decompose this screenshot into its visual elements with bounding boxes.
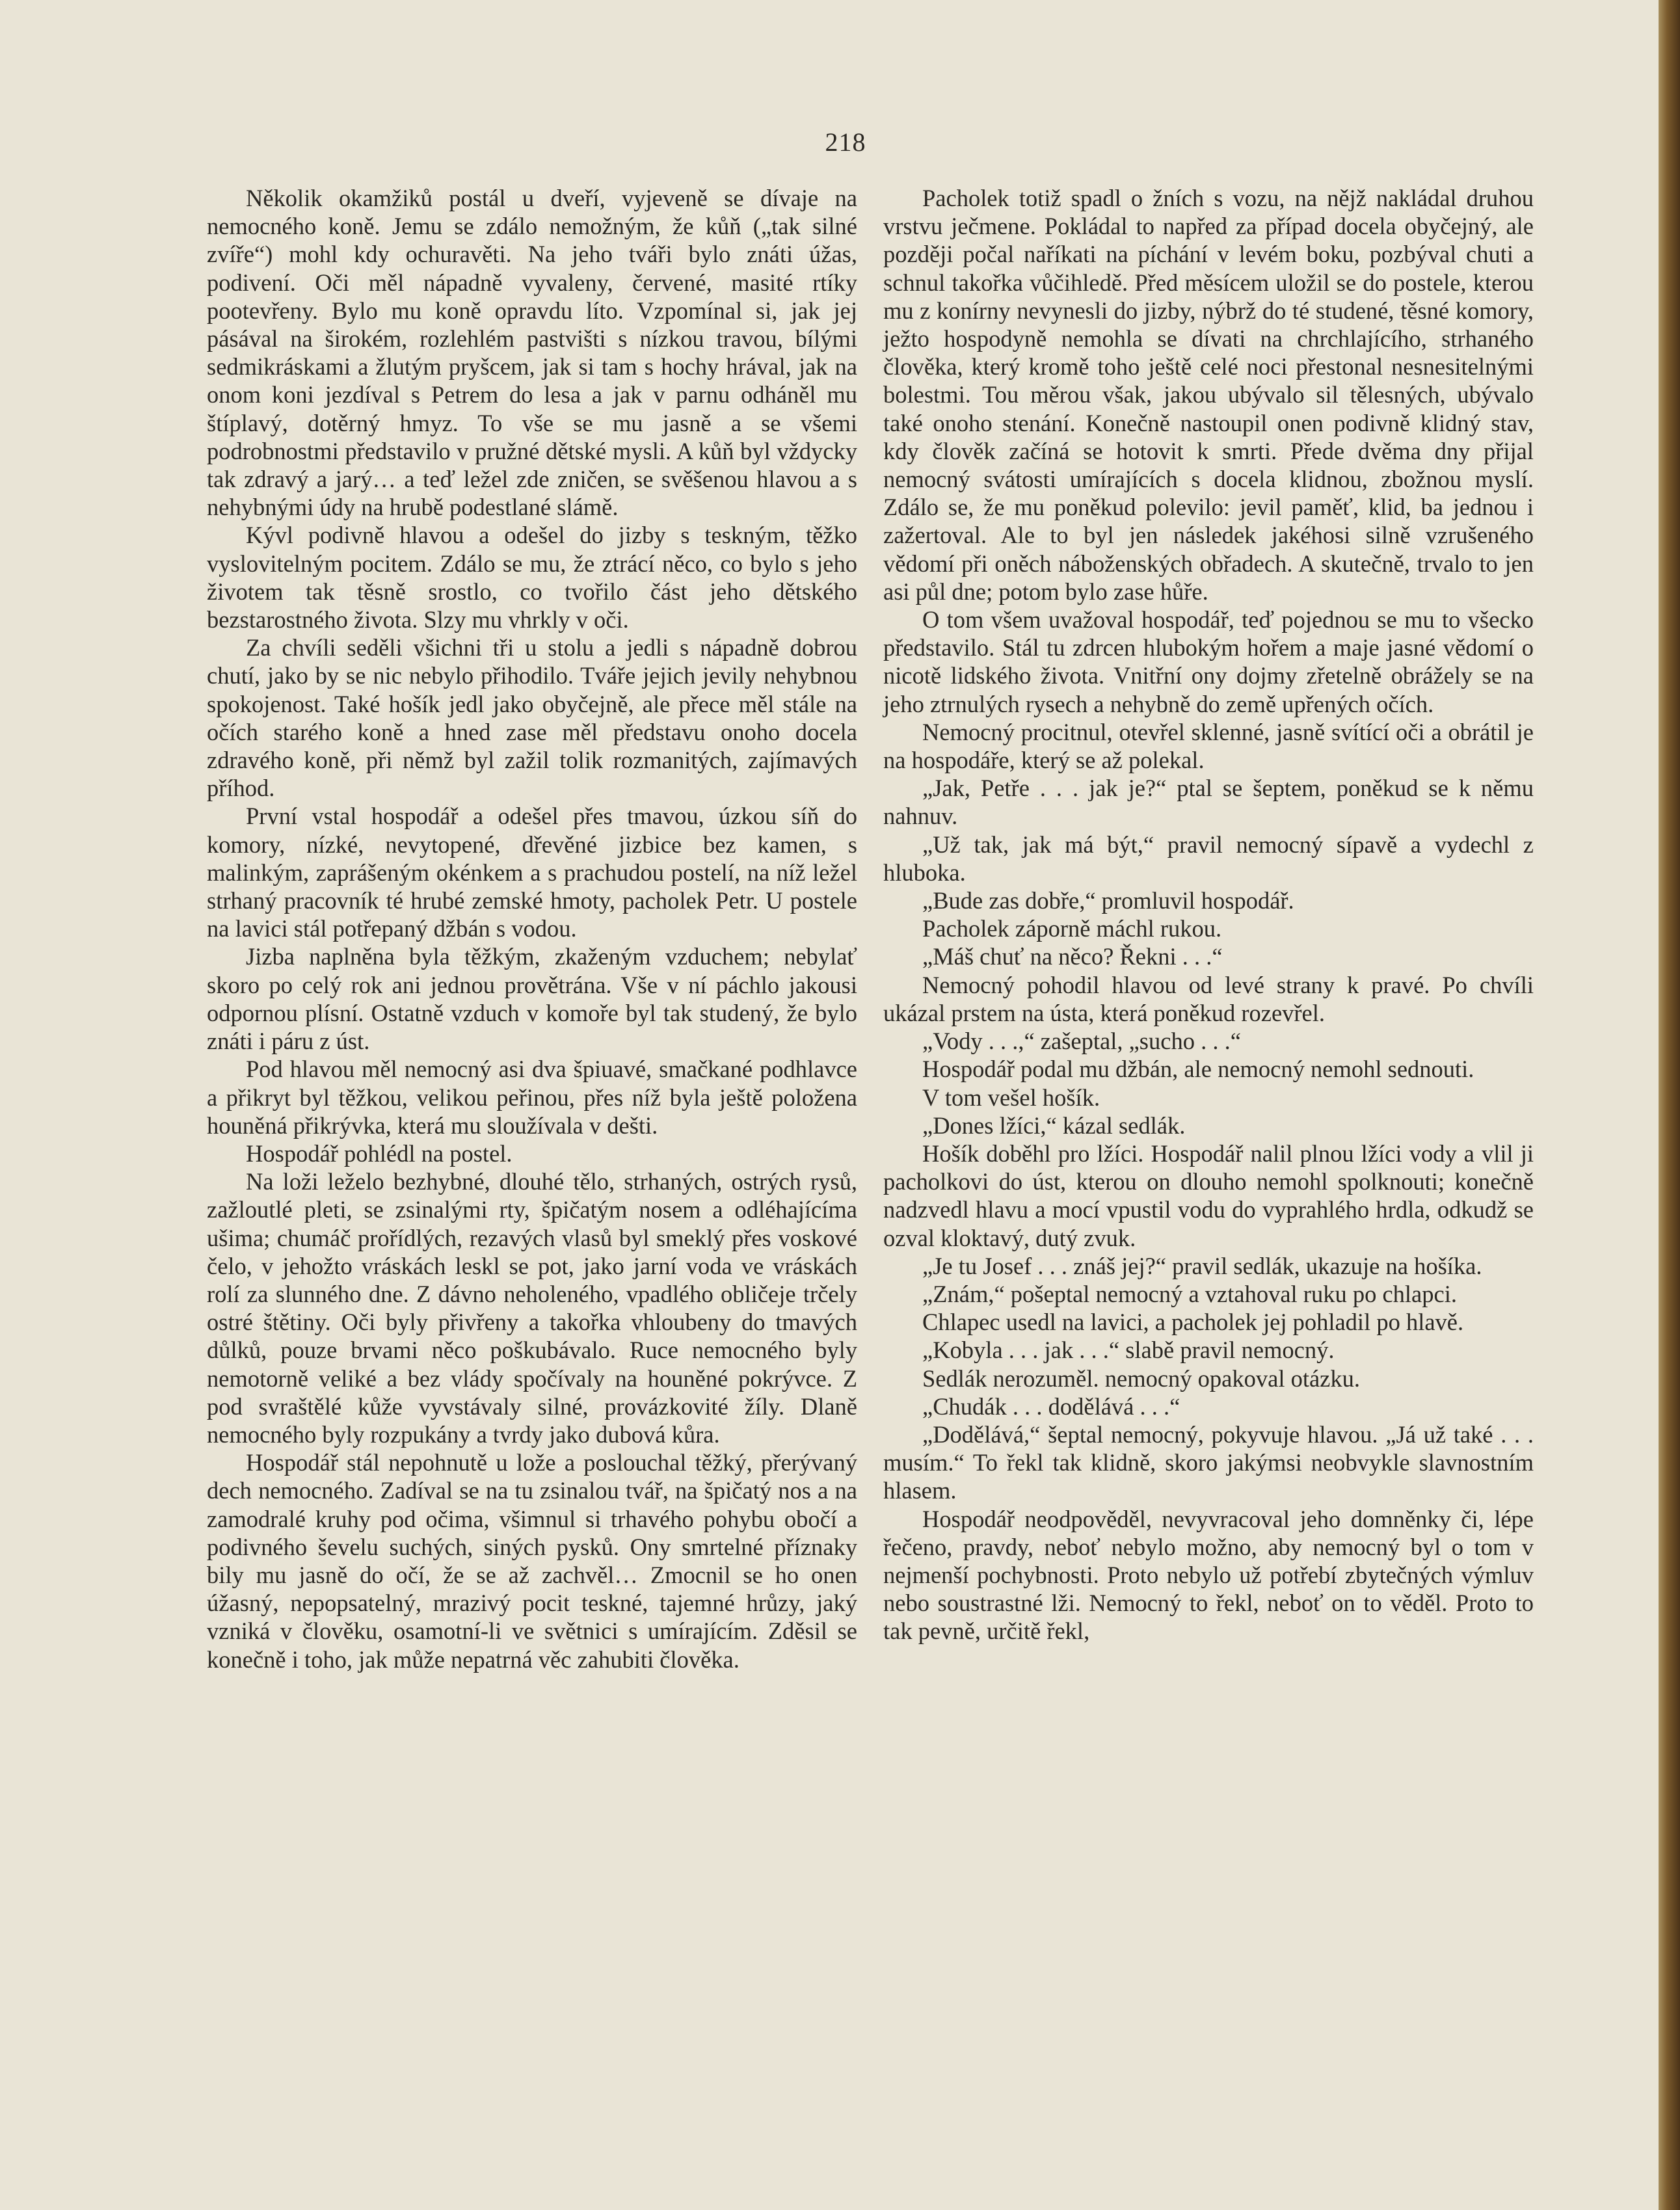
paragraph: „Znám,“ pošeptal nemocný a vztahoval ruku po chlapci. xyxy=(922,1280,1457,1307)
book-spine-edge xyxy=(1659,0,1680,2210)
page-number: 218 xyxy=(825,127,866,157)
paragraph: Několik okamžiků postál u dveří, vyjeveně se dívaje na nemocného koně. Jemu se zdálo nemožným, že kůň („tak silné zvíře“) mohl kdy ochuravěti. Na jeho tváři bylo znáti úžas, podivení. Oči měl nápadně vyvaleny, červené, masité rtíky pootevřeny. Bylo mu koně opravdu líto. Vzpomínal si, jak jej pásával na širokém, rozlehlém pastvišti s nízkou travou, bílými sedmikráskami a žlutým pryšcem, jak si tam s hochy hrával, jak na onom koni jezdíval s Petrem do lesa a jak v parnu odháněl mu štíplavý, dotěrný hmyz. To vše se mu jasně a se všemi podrobnostmi představilo v pružné dětské mysli. A kůň byl vždycky tak zdravý a jarý… a teď ležel zde zničen, se svěšenou hlavou a s nehybnými údy na hrubě podestlané slámě. xyxy=(207,185,857,521)
paragraph: Jizba naplněna byla těžkým, zkaženým vzduchem; nebylať skoro po celý rok ani jednou provětrána. Vše v ní páchlo jakousi odpornou plísní. Ostatně vzduch v komoře byl tak studený, že bylo znáti i páru z úst. xyxy=(207,943,857,1055)
paragraph: První vstal hospodář a odešel přes tmavou, úzkou síň do komory, nízké, nevytopené, dřevěné jizbice bez kamen, s malinkým, zaprášeným okénkem a s prachudou postelí, na níž ležel strhaný pracovník té hrubé zemské hmoty, pacholek Petr. U postele na lavici stál potřepaný džbán s vodou. xyxy=(207,803,857,942)
paragraph: „Chudák . . . dodělává . . .“ xyxy=(922,1392,1180,1420)
paragraph: „Dones lžíci,“ kázal sedlák. xyxy=(922,1112,1186,1139)
paragraph: Hospodář pohlédl na postel. xyxy=(246,1139,513,1167)
paragraph: Hospodář podal mu džbán, ale nemocný nemohl sednouti. xyxy=(922,1056,1474,1083)
paragraph: O tom všem uvažoval hospodář, teď pojednou se mu to všecko představilo. Stál tu zdrcen hlubokým hořem a maje jasné vědomí o nicotě lidského života. Vnitřní ony dojmy zřetelně obrážely se na jeho ztrnulých rysech a nehybně do země upřených očích. xyxy=(883,606,1534,717)
paragraph: V tom vešel hošík. xyxy=(922,1084,1100,1111)
paragraph: „Je tu Josef . . . znáš jej?“ pravil sedlák, ukazuje na hošíka. xyxy=(922,1252,1482,1279)
paragraph: „Dodělává,“ šeptal nemocný, pokyvuje hlavou. „Já už také . . . musím.“ To řekl tak klidně, skoro jakýmsi neobvykle slavnostním hlasem. xyxy=(883,1420,1534,1504)
left-text-column xyxy=(207,184,857,1673)
paragraph: „Vody . . .,“ zašeptal, „sucho . . .“ xyxy=(922,1028,1241,1055)
paragraph: Na loži leželo bezhybné, dlouhé tělo, strhaných, ostrých rysů, zažloutlé pleti, se zsinalými rty, špičatým nosem a odléhajícíma ušima; chumáč prořídlých, rezavých vlasů byl smeklý přes voskové čelo, v jehožto vráskách leskl se pot, jako jarní voda ve vráskách rolí za slunného dne. Z dávno neholeného, vpadlého obličeje trčely ostré štětiny. Oči byly přivřeny a takořka vhloubeny do tmavých důlků, pouze brvami něco poškubávalo. Ruce nemocného byly nemotorně veliké a bez vlády spočívaly na houněné pokrývce. Z pod svraštělé kůže vyvstávaly silné, provázkovité žíly. Dlaně nemocného byly rozpukány a tvrdy jako dubová kůra. xyxy=(207,1168,857,1448)
paragraph: Hospodář stál nepohnutě u lože a poslouchal těžký, přerývaný dech nemocného. Zadíval se na tu zsinalou tvář, na špičatý nos a na zamodralé kruhy pod očima, všimnul si trhavého pohybu obočí a podivného ševelu suchých, siných pysků. Ony smrtelné příznaky bily mu jasně do očí, že se až zachvěl… Zmocnil se ho onen úžasný, nepopsatelný, mrazivý pocit teskné, tajemné hrůzy, jaký vzniká v člověku, osamotní-li ve světnici s umírajícím. Zděsil se konečně i toho, jak může nepatrná věc zahubiti člověka. xyxy=(207,1449,857,1673)
right-text-column xyxy=(883,184,1534,1645)
paragraph: Pod hlavou měl nemocný asi dva špiuavé, smačkané podhlavce a přikryt byl těžkou, velikou peřinou, přes níž byla ještě položena houněná přikrývka, která mu sloužívala v dešti. xyxy=(207,1056,857,1139)
paragraph: „Už tak, jak má být,“ pravil nemocný sípavě a vydechl z hluboka. xyxy=(883,831,1534,886)
paragraph: Hospodář neodpověděl, nevyvracoval jeho domněnky či, lépe řečeno, pravdy, neboť nebylo možno, aby nemocný byl o tom v nejmenší pochybnosti. Proto nebylo už potřebí zbytečných výmluv nebo soustrastné lži. Nemocný to řekl, neboť on to věděl. Proto to tak pevně, určitě řekl, xyxy=(883,1505,1534,1645)
paragraph: Kývl podivně hlavou a odešel do jizby s teskným, těžko vyslovitelným pocitem. Zdálo se mu, že ztrácí něco, co bylo s jeho životem tak těsně srostlo, co tvořilo část jeho dětského bezstarostného života. Slzy mu vhrkly v oči. xyxy=(207,522,857,633)
paragraph: Pacholek totiž spadl o žních s vozu, na nějž nakládal druhou vrstvu ječmene. Pokládal to napřed za případ docela obyčejný, ale později počal naříkati na píchání v levém boku, pozbýval chuti a schnul takořka vůčihledě. Před měsícem uložil se do postele, kterou mu z konírny nevynesli do jizby, nýbrž do té studené, těsné komory, ježto hospodyně nemohla se dívati na chrchlajícího, strhaného člověka, který kromě toho ještě celé noci přestonal nesnesitelnými bolestmi. Tou měrou však, jakou ubývalo sil tělesných, ubývalo také onoho stenání. Konečně nastoupil onen podivně klidný stav, kdy člověk začíná se hotovit k smrti. Přede dvěma dny přijal nemocný svátosti umírajících s docela klidnou, zbožnou myslí. Zdálo se, že mu poněkud polevilo: jevil paměť, klid, ba jednou i zažertoval. Ale to byl jen následek jakéhosi silně vzrušeného vědomí při oněch náboženských obřadech. A skutečně, trvalo to jen asi půl dne; potom bylo zase hůře. xyxy=(883,185,1534,605)
paragraph: Hošík doběhl pro lžíci. Hospodář nalil plnou lžíci vody a vlil ji pacholkovi do úst, kterou on dlouho nemohl spolknouti; konečně nadzvedl hlavu a mocí vpustil vodu do vyprahlého hrdla, odkudž se ozval kloktavý, dutý zvuk. xyxy=(883,1139,1534,1251)
paragraph: „Máš chuť na něco? Řekni . . .“ xyxy=(922,943,1223,970)
paragraph: „Bude zas dobře,“ promluvil hospodář. xyxy=(922,887,1294,914)
paragraph: Za chvíli seděli všichni tři u stolu a jedli s nápadně dobrou chutí, jako by se nic nebylo přihodilo. Tváře jejich jevily nehybnou spokojenost. Také hošík jedl jako obyčejně, ale přece měl stále na očích starého koně a hned zase měl představu onoho docela zdravého koně, při němž byl zažil tolik rozmanitých, zajímavých příhod. xyxy=(207,634,857,802)
paragraph: „Kobyla . . . jak . . .“ slabě pravil nemocný. xyxy=(922,1337,1335,1364)
paragraph: Nemocný pohodil hlavou od levé strany k pravé. Po chvíli ukázal prstem na ústa, která poněkud rozevřel. xyxy=(883,971,1534,1026)
paragraph: Sedlák nerozuměl. nemocný opakoval otázku. xyxy=(922,1365,1361,1392)
paragraph: Pacholek záporně máchl rukou. xyxy=(922,915,1222,942)
paragraph: Nemocný procitnul, otevřel sklenné, jasně svítící oči a obrátil je na hospodáře, který se až polekal. xyxy=(883,718,1534,774)
paragraph: „Jak, Petře . . . jak je?“ ptal se šeptem, poněkud se k němu nahnuv. xyxy=(883,775,1534,830)
paragraph: Chlapec usedl na lavici, a pacholek jej pohladil po hlavě. xyxy=(922,1309,1464,1336)
